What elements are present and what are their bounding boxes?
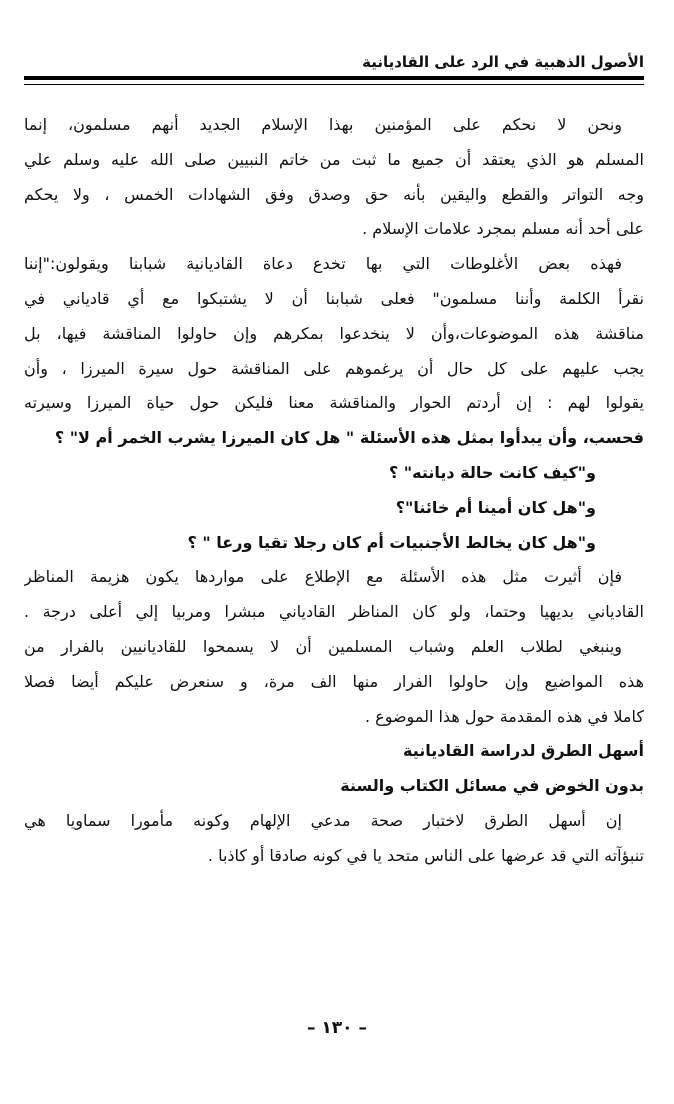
text-line: يجب عليهم على كل حال أن يرغموهم على المناقشة حول سيرة الميرزا ، وأن <box>24 358 644 378</box>
text-line: وجه التواتر والقطع واليقين بأنه حق وصدق وفق الشهادات الخمس ، ولا يحكم <box>24 184 644 204</box>
text-line: فحسب، وأن يبدأوا بمثل هذه الأسئلة " هل كان الميرزا يشرب الخمر أم لا" ؟ <box>54 428 644 448</box>
header-rule-thin <box>24 84 644 85</box>
text-line: المسلم هو الذي يعتقد أن جميع ما ثبت من خاتم النبيين صلى الله عليه وسلم علي <box>24 149 644 169</box>
text-line: يقولوا لهم : إن أردتم الحوار والمناقشة معنا فليكن حول حياة الميرزا وسيرته <box>24 393 644 413</box>
question-line: و"هل كان يخالط الأجنبيات أم كان رجلا تقيا ورعا " ؟ <box>187 532 596 552</box>
text-line: على أحد أنه مسلم بمجرد علامات الإسلام . <box>362 219 644 239</box>
section-subheading: بدون الخوض في مسائل الكتاب والسنة <box>340 776 644 796</box>
text-line: فإن أثيرت مثل هذه الأسئلة مع الإطلاع على مواردها يكون هزيمة المناظر <box>24 567 622 587</box>
text-line: هذه المواضيع وإن حاولوا الفرار منها الف مرة، و سنعرض عليكم أيضا فصلا <box>24 671 644 691</box>
text-line: مناقشة هذه الموضوعات،وأن لا ينخدعوا بمكرهم وإن حاولوا المناقشة فيها، بل <box>24 323 644 343</box>
text-line: نقرأ الكلمة وأننا مسلمون" فعلى شبابنا أن لا يشتبكوا مع أي قادياني في <box>24 288 644 308</box>
page-number: – ١٣٠ – <box>307 1018 367 1038</box>
text-line: فهذه بعض الأغلوطات التي بها تخدع دعاة القاديانية شبابنا ويقولون:"إننا <box>24 254 622 274</box>
body-text <box>24 108 644 874</box>
text-line: إن أسهل الطرق لاختبار صحة مدعي الإلهام وكونه مأمورا سماويا هي <box>24 810 622 830</box>
text-line: تنبؤآته التي قد عرضها على الناس متحد يا في كونه صادقا أو كاذبا . <box>207 845 644 865</box>
section-heading: أسهل الطرق لدراسة القاديانية <box>403 741 644 761</box>
text-line: القادياني بديهيا وحتما، ولو كان المناظر القادياني مبشرا ومربيا إلي أعلى درجة . <box>24 602 644 622</box>
text-line: ونحن لا نحكم على المؤمنين بهذا الإسلام الجديد أنهم مسلمون، إنما <box>24 115 622 134</box>
question-line: و"هل كان أمينا أم خائنا"؟ <box>395 497 596 517</box>
text-line: وينبغي لطلاب العلم وشباب المسلمين أن لا يسمحوا للقاديانيين بالفرار من <box>24 636 622 656</box>
text-line: كاملا في هذه المقدمة حول هذا الموضوع . <box>364 706 644 726</box>
question-line: و"كيف كانت حالة ديانته" ؟ <box>388 462 596 482</box>
running-header: الأصول الذهبية في الرد على القاديانية <box>362 53 644 71</box>
header-rule-thick <box>24 76 644 80</box>
